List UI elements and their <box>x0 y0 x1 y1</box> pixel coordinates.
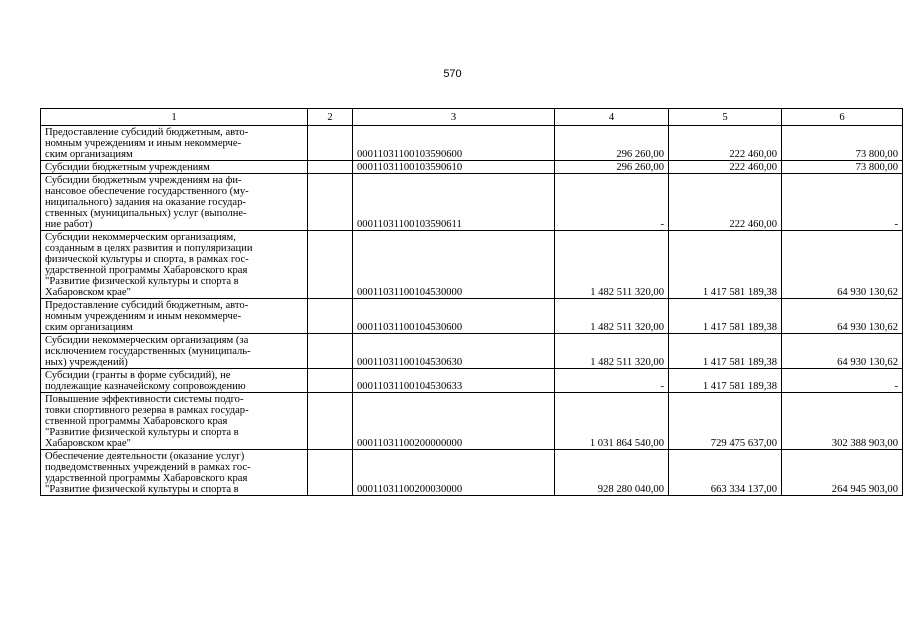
row-value-col4: 1 482 511 320,00 <box>555 231 669 299</box>
row-description: Субсидии (гранты в форме субсидий), не подлежащие казначейскому сопровождению <box>41 369 308 393</box>
column-header: 4 <box>555 109 669 126</box>
row-value-col6: 264 945 903,00 <box>782 450 903 496</box>
row-value-col5: 663 334 137,00 <box>669 450 782 496</box>
row-col2 <box>308 393 353 450</box>
row-value-col6: 64 930 130,62 <box>782 231 903 299</box>
row-value-col6: 64 930 130,62 <box>782 299 903 334</box>
row-code: 00011031100103590600 <box>353 126 555 161</box>
header-row <box>41 109 903 126</box>
row-description: Субсидии бюджетным учреждениям <box>41 161 308 174</box>
column-header: 3 <box>353 109 555 126</box>
table-row <box>41 299 903 334</box>
row-description: Предоставление субсидий бюджетным, авто- номным учреждениям и иным некоммерче- ским организациям <box>41 299 308 334</box>
row-value-col4: 296 260,00 <box>555 161 669 174</box>
row-description: Субсидии некоммерческим организациям, созданным в целях развития и популяризации физической культуры и спорта, в рамках гос- ударственной программы Хабаровского края "Развитие физической культуры и спорта в Хабаровском крае" <box>41 231 308 299</box>
row-value-col6: 73 800,00 <box>782 126 903 161</box>
row-col2 <box>308 369 353 393</box>
row-value-col6: 64 930 130,62 <box>782 334 903 369</box>
row-code: 00011031100104530630 <box>353 334 555 369</box>
table-row <box>41 334 903 369</box>
row-value-col6: - <box>782 369 903 393</box>
row-code: 00011031100200000000 <box>353 393 555 450</box>
table-row <box>41 393 903 450</box>
row-value-col5: 222 460,00 <box>669 161 782 174</box>
column-header: 1 <box>41 109 308 126</box>
row-description: Субсидии некоммерческим организациям (за исключением государственных (муниципаль- ных) учреждений) <box>41 334 308 369</box>
row-col2 <box>308 174 353 231</box>
row-description: Субсидии бюджетным учреждениям на фи- нансовое обеспечение государственного (му- ниципального) задания на оказание государ- ственных (муниципальных) услуг (выполне- ние работ) <box>41 174 308 231</box>
row-value-col4: - <box>555 369 669 393</box>
row-description: Предоставление субсидий бюджетным, авто- номным учреждениям и иным некоммерче- ским организациям <box>41 126 308 161</box>
row-value-col5: 222 460,00 <box>669 126 782 161</box>
table-row <box>41 369 903 393</box>
row-value-col4: 1 482 511 320,00 <box>555 299 669 334</box>
row-code: 00011031100200030000 <box>353 450 555 496</box>
row-value-col5: 1 417 581 189,38 <box>669 299 782 334</box>
row-value-col6: - <box>782 174 903 231</box>
row-col2 <box>308 231 353 299</box>
table-row <box>41 161 903 174</box>
row-value-col4: 1 031 864 540,00 <box>555 393 669 450</box>
row-code: 00011031100103590611 <box>353 174 555 231</box>
row-code: 00011031100104530600 <box>353 299 555 334</box>
row-value-col5: 1 417 581 189,38 <box>669 334 782 369</box>
row-code: 00011031100104530000 <box>353 231 555 299</box>
table-row <box>41 126 903 161</box>
row-col2 <box>308 334 353 369</box>
row-col2 <box>308 126 353 161</box>
row-value-col4: 296 260,00 <box>555 126 669 161</box>
table-body <box>41 126 903 496</box>
row-description: Повышение эффективности системы подго- товки спортивного резерва в рамках государ- ственной программы Хабаровского края "Развитие физической культуры и спорта в Хабаровском крае" <box>41 393 308 450</box>
column-header: 5 <box>669 109 782 126</box>
column-header: 2 <box>308 109 353 126</box>
page-number: 570 <box>443 68 462 80</box>
row-code: 00011031100104530633 <box>353 369 555 393</box>
column-header: 6 <box>782 109 903 126</box>
row-value-col6: 302 388 903,00 <box>782 393 903 450</box>
row-code: 00011031100103590610 <box>353 161 555 174</box>
table-row <box>41 231 903 299</box>
row-value-col6: 73 800,00 <box>782 161 903 174</box>
row-value-col5: 1 417 581 189,38 <box>669 231 782 299</box>
row-col2 <box>308 161 353 174</box>
row-value-col5: 1 417 581 189,38 <box>669 369 782 393</box>
row-description: Обеспечение деятельности (оказание услуг) подведомственных учреждений в рамках гос- ударственной программы Хабаровского края "Развитие физической культуры и спорта в <box>41 450 308 496</box>
table-row <box>41 450 903 496</box>
table-row <box>41 174 903 231</box>
row-value-col4: 1 482 511 320,00 <box>555 334 669 369</box>
budget-table <box>40 108 903 496</box>
row-value-col4: - <box>555 174 669 231</box>
row-value-col5: 729 475 637,00 <box>669 393 782 450</box>
row-col2 <box>308 450 353 496</box>
table-header <box>41 109 903 126</box>
row-value-col4: 928 280 040,00 <box>555 450 669 496</box>
row-col2 <box>308 299 353 334</box>
row-value-col5: 222 460,00 <box>669 174 782 231</box>
